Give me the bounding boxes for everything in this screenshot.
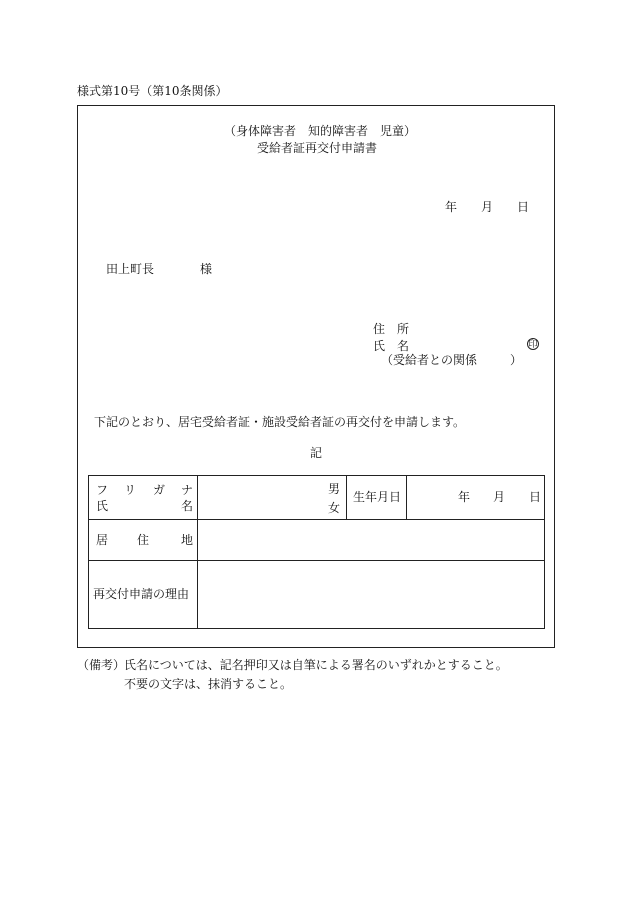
gender-male: 男: [328, 482, 341, 496]
birthdate-label: 生年月日: [353, 490, 402, 504]
table-divider: [89, 560, 544, 561]
ki-label: 記: [310, 446, 323, 460]
birthdate-year: 年: [458, 490, 471, 504]
name-label: 氏 名: [373, 339, 410, 353]
seal-mark: 印: [528, 340, 538, 350]
reason-label: 再交付申請の理由: [93, 587, 190, 601]
gender-female: 女: [328, 501, 341, 515]
notes-label: （備考）: [77, 658, 126, 672]
residence-label-char: 居: [96, 533, 109, 547]
furigana-label-char: ガ: [153, 483, 166, 497]
relation-label: （受給者との関係: [381, 353, 478, 367]
notes-line-2: 不要の文字は、抹消すること。: [124, 677, 293, 691]
notes-line-1: 氏名については、記名押印又は自筆による署名のいずれかとすること。: [124, 658, 508, 672]
date-day: 日: [517, 200, 530, 214]
table-divider: [89, 519, 544, 520]
residence-label-char: 地: [181, 533, 194, 547]
name-label-char: 名: [181, 499, 194, 513]
form-table: [88, 475, 545, 629]
date-month: 月: [481, 200, 494, 214]
birthdate-month: 月: [493, 490, 506, 504]
addressee-suffix: 様: [200, 262, 213, 276]
residence-label-char: 住: [137, 533, 150, 547]
table-divider: [406, 476, 407, 520]
addressee-name: 田上町長: [106, 262, 155, 276]
birthdate-day: 日: [529, 490, 542, 504]
table-divider: [197, 476, 198, 628]
title-categories: （身体障害者 知的障害者 児童）: [224, 124, 417, 138]
name-label-char: 氏: [96, 499, 109, 513]
date-year: 年: [445, 200, 458, 214]
relation-close: ）: [510, 353, 523, 367]
address-label: 住 所: [373, 322, 410, 336]
statement: 下記のとおり、居宅受給者証・施設受給者証の再交付を申請します。: [94, 415, 466, 429]
furigana-label-char: フ: [96, 483, 109, 497]
form-title: 受給者証再交付申請書: [257, 141, 378, 155]
furigana-label-char: ナ: [181, 483, 194, 497]
furigana-label-char: リ: [124, 483, 137, 497]
table-divider: [346, 476, 347, 520]
form-number: 様式第10号（第10条関係）: [77, 84, 228, 98]
